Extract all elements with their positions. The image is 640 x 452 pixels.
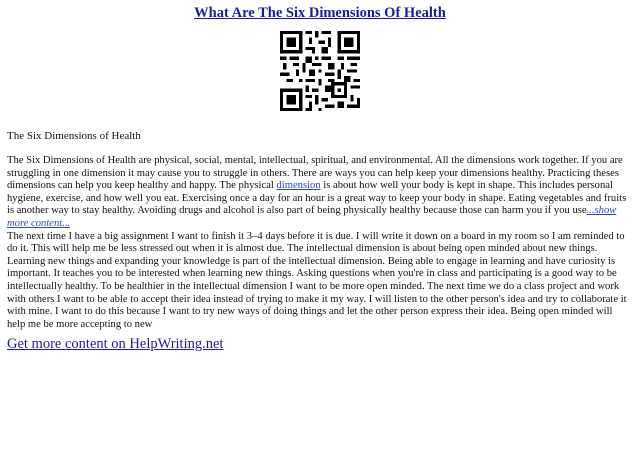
dimension-link[interactable]: dimension (276, 180, 321, 192)
helpwriting-link[interactable]: Get more content on HelpWriting.net (7, 336, 224, 352)
paragraph-1 (7, 155, 633, 231)
essay-body (7, 155, 633, 331)
paragraph-1-text-b: is about how well your body is kept in shape. This includes personal hygiene, exercise, and how well you eat. Exercising once a day for an hour is a great way to keep your body in shape. Eating vegetables and fruits is another way to stay healthy. Avoiding drugs and alcohol is also part of being physically healthy because those can harm you if you use (7, 180, 627, 217)
qr-code-image (280, 31, 360, 111)
page-title-link[interactable]: What Are The Six Dimensions Of Health (194, 5, 446, 21)
paragraph-1-text-a: The Six Dimensions of Health are physical, social, mental, intellectual, spiritual, and environmental. All the dimensions work together. If you are struggling in one dimension it may cause you to struggle in others. There are ways you can help keep your dimensions healthy. Practicing theses dimensions can help you keep healthy and happy. The physical (7, 155, 623, 192)
show-more-link[interactable]: ...show more content... (7, 205, 617, 229)
section-heading: The Six Dimensions of Health (7, 130, 141, 142)
paragraph-2: The next time I have a big assignment I want to finish it 3–4 days before it is due. I will write it down on a board in my room so I am reminded to do it. This will help me be less stressed out when it is almost due. The intellectual dimension is about being open minded about new things. Learning new things and expanding your knowledge is part of the intellectual dimension. Being able to engage in learning and have curiosity is important. It teaches you to be interested when learning new things. Asking questions when you're in class and participating is a good way to be intellectually healthy. To be healthier in the intellectual dimension I want to be more open minded. The next time we do a class project and work with others I want to be able to accept their idea instead of trying to make it my way. I will listen to the other person's idea and try to collaborate it with mine. I want to do this because I want to try new ways of doing things and let the other person express their idea. Being open minded will help me be more accepting to new (7, 230, 627, 330)
